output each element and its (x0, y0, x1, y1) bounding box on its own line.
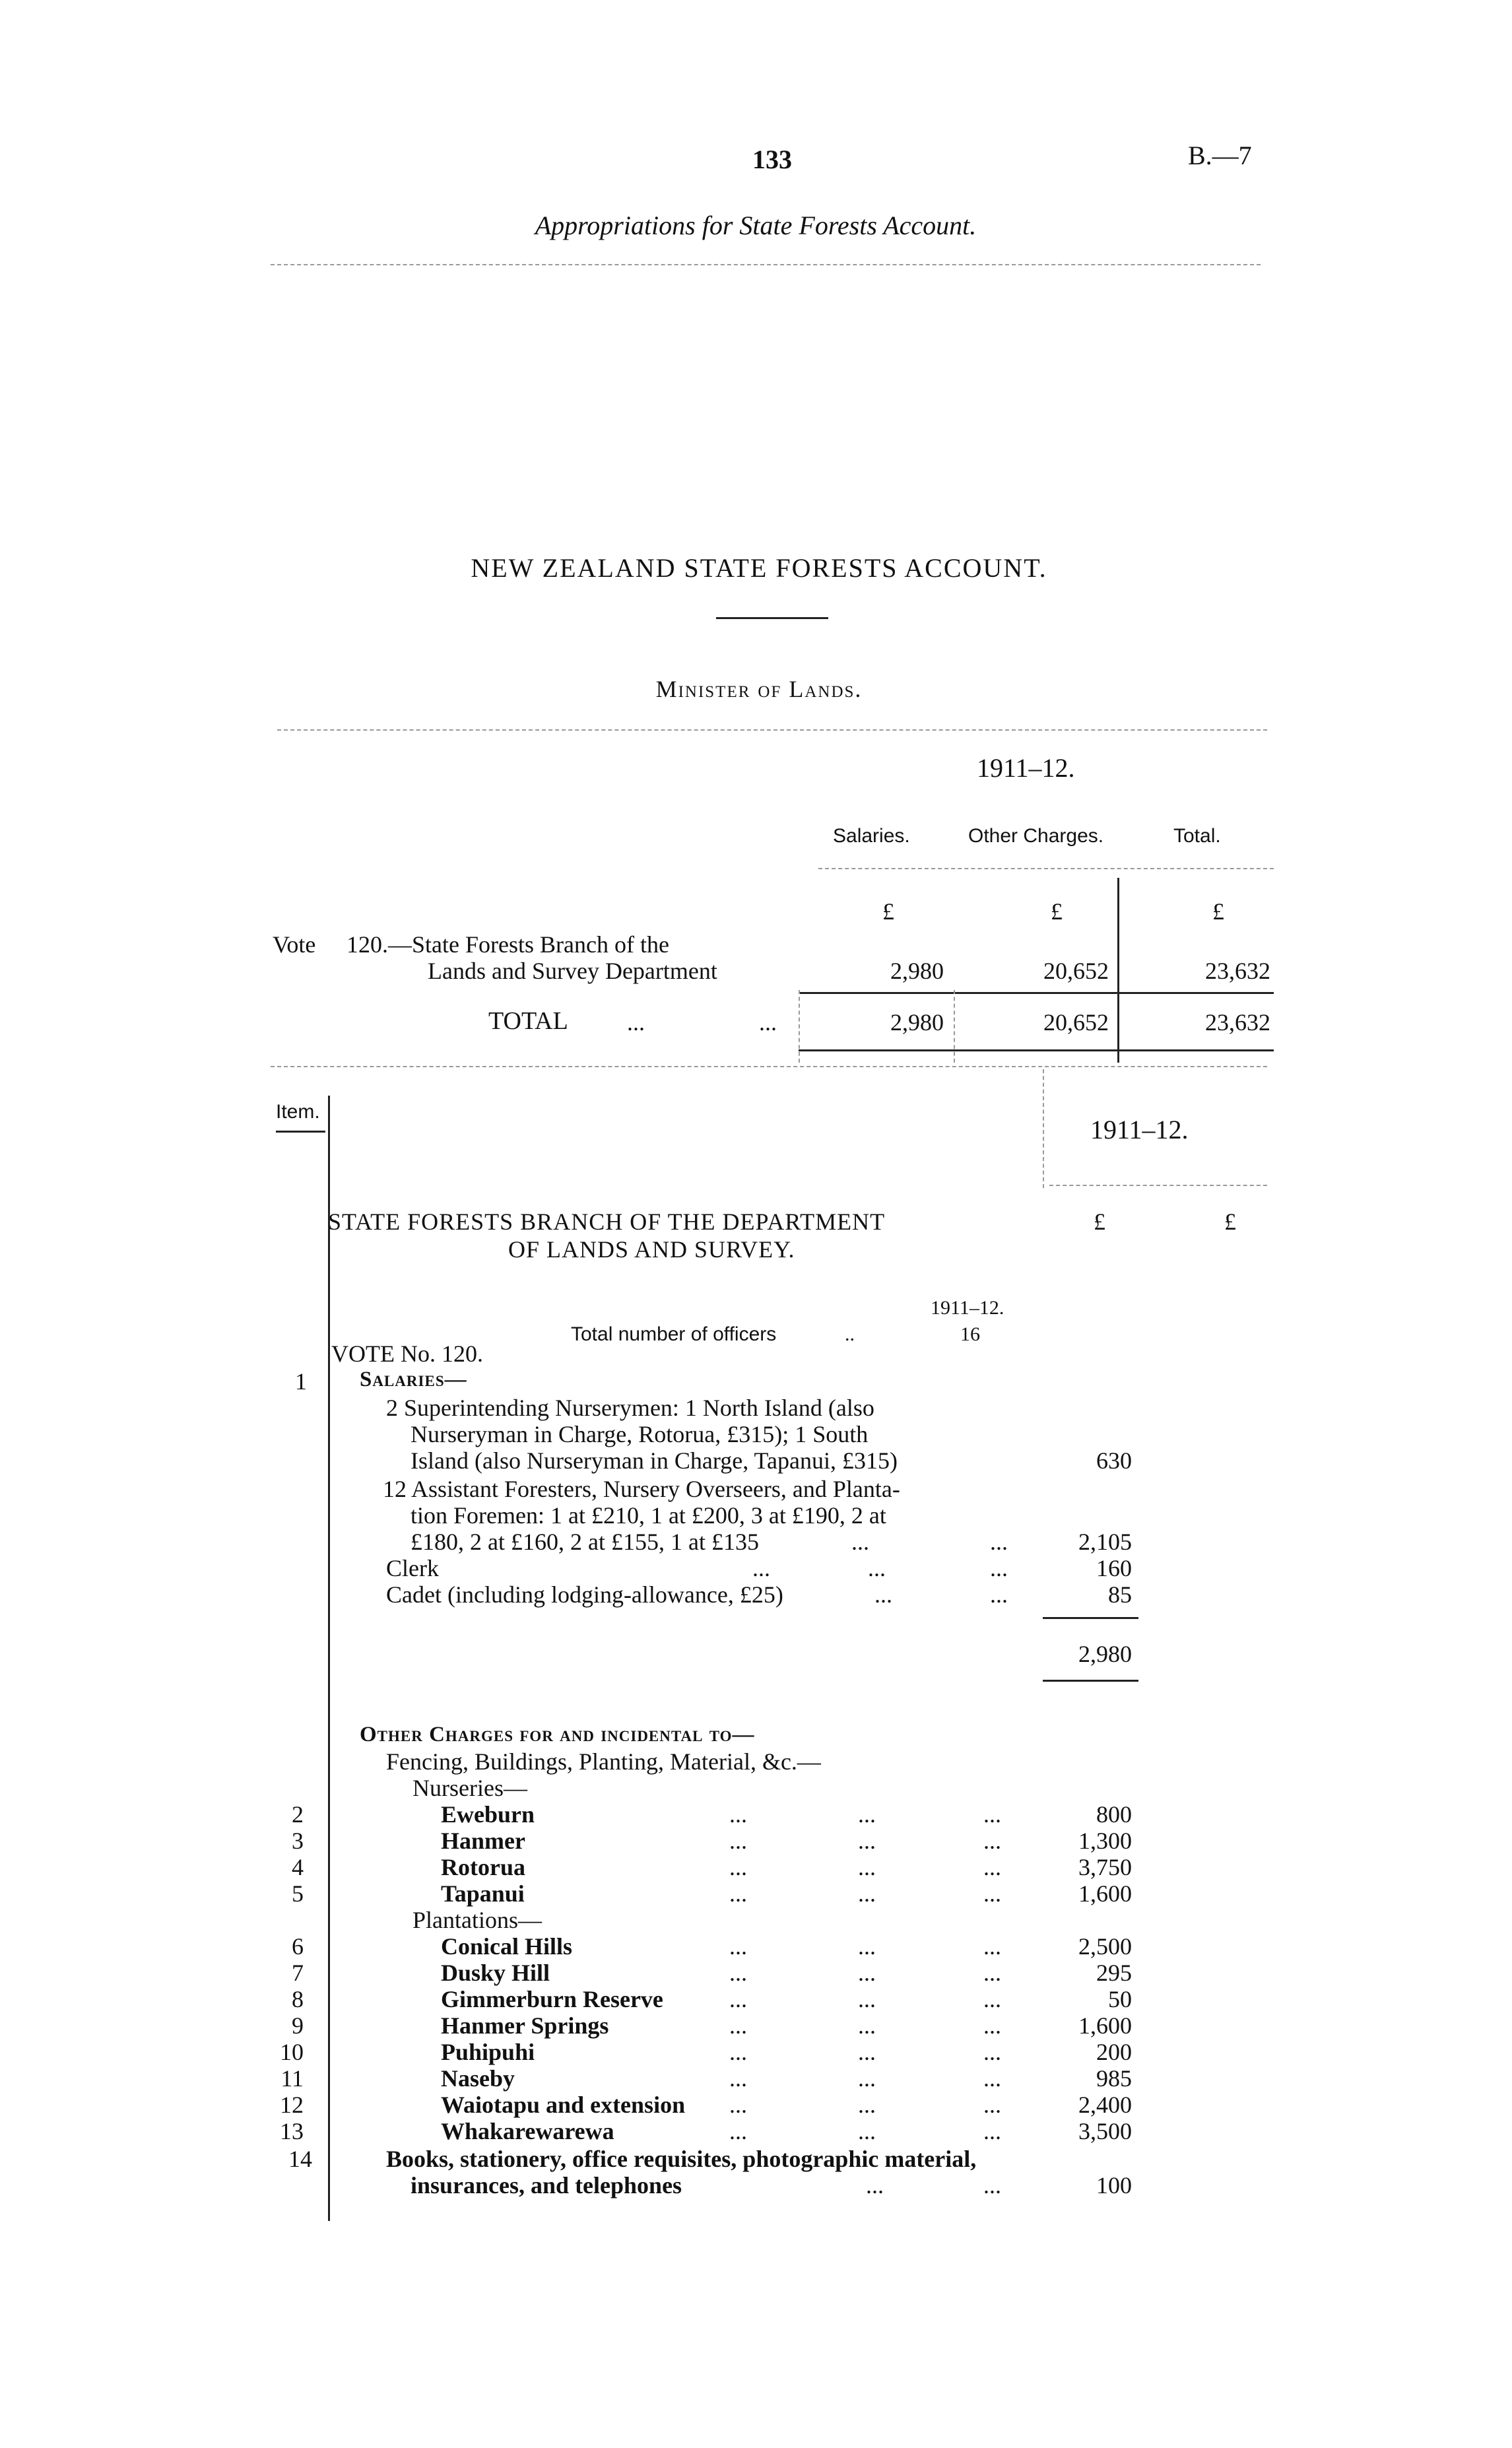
row-item-number: 9 (292, 2012, 304, 2039)
row-name: Tapanui (441, 1880, 525, 1907)
salary-leaders-cadet-2: ... (990, 1581, 1008, 1608)
detail-year-rule (1049, 1185, 1267, 1186)
row-leaders-1: ... (729, 1960, 747, 1986)
row-item-number: 12 (280, 2092, 304, 2118)
vote-total-amount: 23,632 (1205, 958, 1270, 984)
minister-rule (277, 729, 1267, 731)
salary-leaders-cadet-1: ... (874, 1581, 892, 1608)
row-leaders-1: ... (729, 1801, 747, 1828)
title-rule (716, 617, 828, 619)
row-leaders-1: ... (729, 2012, 747, 2039)
row-leaders-3: ... (983, 2065, 1001, 2092)
row-item-number: 13 (280, 2118, 304, 2144)
row-name: Waiotapu and extension (441, 2092, 686, 2118)
row-amount: 3,500 (1078, 2118, 1132, 2144)
row-name: Whakarewarewa (441, 2118, 614, 2144)
minister-heading: Minister of Lands. (655, 676, 863, 702)
row-amount: 1,600 (1078, 1880, 1132, 1907)
salary-leaders-b-2: ... (990, 1529, 1008, 1555)
row-leaders-1: ... (729, 2118, 747, 2144)
row-item-number: 3 (292, 1828, 304, 1854)
row-amount: 985 (1096, 2065, 1132, 2092)
books-leaders-2: ... (983, 2172, 1001, 2199)
row-leaders-1: ... (729, 2065, 747, 2092)
row-leaders-1: ... (729, 1986, 747, 2012)
row-amount: 1,300 (1078, 1828, 1132, 1854)
summary-column-divider-2 (954, 990, 955, 1063)
total-currency: £ (1212, 898, 1224, 925)
vote-description-line-2: Lands and Survey Department (428, 958, 717, 984)
summary-subtotal-rule (799, 992, 1274, 994)
row-leaders-1: ... (729, 2092, 747, 2118)
row-amount: 2,500 (1078, 1933, 1132, 1960)
row-leaders-3: ... (983, 1880, 1001, 1907)
row-leaders-2: ... (858, 1828, 876, 1854)
books-line-1: Books, stationery, office requisites, photographic material, (386, 2146, 977, 2172)
item-column-rule (328, 1096, 330, 2221)
summary-total-leaders-2: ... (759, 1009, 777, 1036)
row-amount: 295 (1096, 1960, 1132, 1986)
salary-line-b1: 12 Assistant Foresters, Nursery Overseers, and Planta- (383, 1476, 900, 1502)
row-leaders-3: ... (983, 2039, 1001, 2065)
row-leaders-2: ... (858, 2118, 876, 2144)
branch-heading-line-2: OF LANDS AND SURVEY. (508, 1236, 795, 1263)
row-item-number: 2 (292, 1801, 304, 1828)
col-header-other-charges: Other Charges. (968, 825, 1104, 847)
row-leaders-2: ... (858, 1854, 876, 1880)
summary-total-label: TOTAL (488, 1007, 568, 1035)
vote-number-label: VOTE No. 120. (331, 1340, 483, 1367)
row-leaders-2: ... (858, 2012, 876, 2039)
row-amount: 3,750 (1078, 1854, 1132, 1880)
salaries-total-rule (1043, 1680, 1138, 1682)
row-amount: 200 (1096, 2039, 1132, 2065)
salaries-heading: Salaries— (360, 1368, 467, 1391)
row-leaders-2: ... (858, 1880, 876, 1907)
other-charges-subheading: Fencing, Buildings, Planting, Material, &c.— (386, 1748, 821, 1775)
officers-year: 1911–12. (931, 1297, 1004, 1319)
row-item-number: 4 (292, 1854, 304, 1880)
row-leaders-1: ... (729, 1854, 747, 1880)
salary-line-a3: Island (also Nurseryman in Charge, Tapanui, £315) (411, 1447, 898, 1474)
vote-other-charges-amount: 20,652 (1043, 958, 1109, 984)
page-number: 133 (752, 145, 792, 174)
row-name: Gimmerburn Reserve (441, 1986, 663, 2012)
officers-count: 16 (960, 1323, 980, 1345)
row-leaders-2: ... (858, 1986, 876, 2012)
salaries-item-number: 1 (295, 1368, 307, 1395)
salary-leaders-clerk-2: ... (868, 1555, 886, 1581)
row-leaders-2: ... (858, 1933, 876, 1960)
row-leaders-1: ... (729, 2039, 747, 2065)
row-item-number: 8 (292, 1986, 304, 2012)
summary-bottom-rule (271, 1066, 1267, 1067)
other-currency: £ (1051, 898, 1063, 925)
salary-line-b3: £180, 2 at £160, 2 at £155, 1 at £135 (411, 1529, 759, 1555)
salary-line-a1: 2 Superintending Nurserymen: 1 North Island (also (386, 1395, 874, 1421)
row-name: Dusky Hill (441, 1960, 550, 1986)
row-amount: 1,600 (1078, 2012, 1132, 2039)
books-item-number: 14 (288, 2146, 312, 2172)
row-item-number: 7 (292, 1960, 304, 1986)
salary-line-b2: tion Foremen: 1 at £210, 1 at £200, 3 at £190, 2 at (411, 1502, 886, 1529)
row-leaders-1: ... (729, 1828, 747, 1854)
branch-heading-line-1: STATE FORESTS BRANCH OF THE DEPARTMENT (328, 1208, 886, 1235)
detail-year: 1911–12. (1090, 1115, 1189, 1144)
officers-leaders: .. (845, 1323, 855, 1345)
salary-amount-b: 2,105 (1078, 1529, 1132, 1555)
books-leaders-1: ... (866, 2172, 884, 2199)
row-leaders-3: ... (983, 1933, 1001, 1960)
row-leaders-1: ... (729, 1880, 747, 1907)
summary-column-divider-3 (1117, 878, 1119, 1063)
summary-column-divider-1 (799, 990, 800, 1063)
row-name: Naseby (441, 2065, 515, 2092)
vote-label: Vote (273, 931, 316, 958)
row-leaders-2: ... (858, 2092, 876, 2118)
row-item-number: 6 (292, 1933, 304, 1960)
salary-leaders-b: ... (851, 1529, 869, 1555)
salary-amount-cadet: 85 (1108, 1581, 1132, 1608)
summary-header-rule (818, 868, 1274, 869)
total-other-charges-amount: 20,652 (1043, 1009, 1109, 1036)
salaries-subtotal-rule (1043, 1617, 1138, 1619)
nurseries-label: Nurseries— (412, 1775, 527, 1801)
officers-label: Total number of officers (571, 1323, 777, 1345)
row-amount: 800 (1096, 1801, 1132, 1828)
row-item-number: 10 (280, 2039, 304, 2065)
salaries-total-amount: 2,980 (1078, 1641, 1132, 1667)
item-header-rule (276, 1131, 325, 1133)
grand-total-amount: 23,632 (1205, 1009, 1270, 1036)
other-charges-heading: Other Charges for and incidental to— (360, 1723, 755, 1746)
detail-currency-1: £ (1094, 1208, 1105, 1235)
amount-column-rule (1043, 1069, 1044, 1188)
vote-description-line-1: 120.—State Forests Branch of the (346, 931, 669, 958)
row-name: Hanmer (441, 1828, 525, 1854)
books-amount: 100 (1096, 2172, 1132, 2199)
row-leaders-3: ... (983, 1801, 1001, 1828)
header-rule (271, 264, 1261, 265)
row-name: Conical Hills (441, 1933, 573, 1960)
salary-leaders-clerk-3: ... (990, 1555, 1008, 1581)
row-amount: 50 (1108, 1986, 1132, 2012)
running-title: Appropriations for State Forests Account. (535, 211, 977, 240)
vote-salaries-amount: 2,980 (890, 958, 944, 984)
col-header-total: Total. (1173, 825, 1221, 847)
total-salaries-amount: 2,980 (890, 1009, 944, 1036)
row-item-number: 5 (292, 1880, 304, 1907)
salary-amount-clerk: 160 (1096, 1555, 1132, 1581)
salary-line-clerk: Clerk (386, 1555, 439, 1581)
salary-leaders-clerk-1: ... (752, 1555, 770, 1581)
item-column-header: Item. (276, 1101, 320, 1123)
row-leaders-3: ... (983, 1854, 1001, 1880)
row-name: Eweburn (441, 1801, 535, 1828)
salary-line-a2: Nurseryman in Charge, Rotorua, £315); 1 South (411, 1421, 869, 1447)
col-header-salaries: Salaries. (833, 825, 910, 847)
row-amount: 2,400 (1078, 2092, 1132, 2118)
row-leaders-3: ... (983, 2012, 1001, 2039)
row-leaders-2: ... (858, 2039, 876, 2065)
summary-total-leaders: ... (627, 1009, 645, 1036)
salaries-currency: £ (882, 898, 894, 925)
salary-amount-a: 630 (1096, 1447, 1132, 1474)
row-leaders-2: ... (858, 1801, 876, 1828)
row-name: Rotorua (441, 1854, 525, 1880)
salary-line-cadet: Cadet (including lodging-allowance, £25) (386, 1581, 783, 1608)
row-name: Puhipuhi (441, 2039, 535, 2065)
summary-year: 1911–12. (977, 753, 1075, 783)
row-leaders-3: ... (983, 1828, 1001, 1854)
row-leaders-3: ... (983, 2118, 1001, 2144)
row-leaders-1: ... (729, 1933, 747, 1960)
row-item-number: 11 (280, 2065, 304, 2092)
plantations-label: Plantations— (412, 1907, 542, 1933)
summary-total-rule (799, 1049, 1274, 1051)
row-name: Hanmer Springs (441, 2012, 609, 2039)
row-leaders-3: ... (983, 2092, 1001, 2118)
row-leaders-2: ... (858, 1960, 876, 1986)
row-leaders-3: ... (983, 1986, 1001, 2012)
page-title: NEW ZEALAND STATE FORESTS ACCOUNT. (471, 553, 1047, 583)
detail-currency-2: £ (1224, 1208, 1236, 1235)
books-line-2: insurances, and telephones (411, 2172, 682, 2199)
row-leaders-2: ... (858, 2065, 876, 2092)
document-reference: B.—7 (1188, 141, 1252, 170)
row-leaders-3: ... (983, 1960, 1001, 1986)
